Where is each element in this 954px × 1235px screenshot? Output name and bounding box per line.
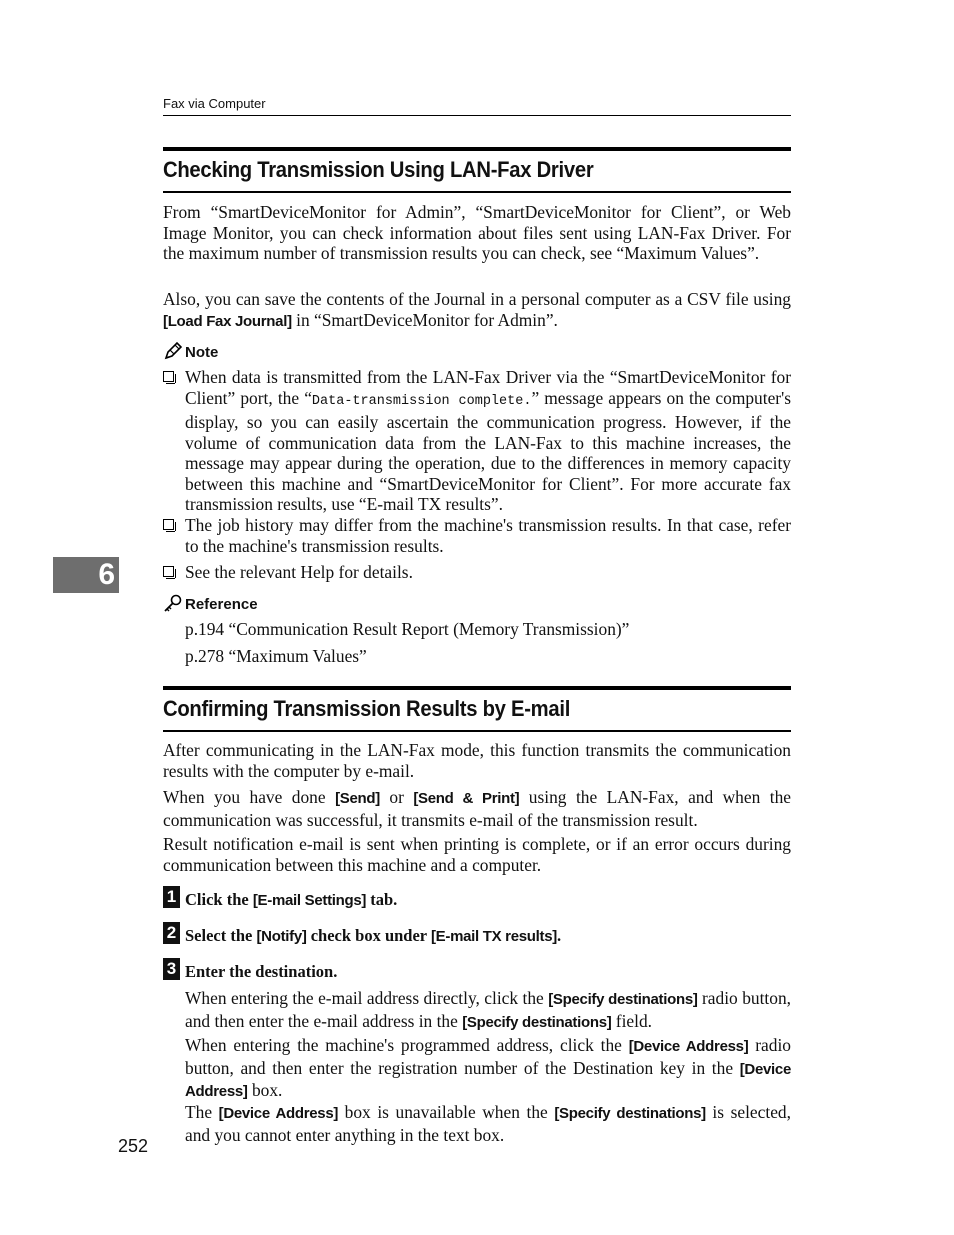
step3-paragraph-2: When entering the machine's programmed address, click the [Device Address] radio button, and then enter the registration number of the Destination key in the [Device Address] box.: [185, 1035, 791, 1100]
reference-title: Reference: [185, 596, 258, 613]
section2-top-rule: [163, 686, 791, 690]
section1-bottom-rule: [163, 191, 791, 193]
page-number: 252: [118, 1136, 149, 1156]
step-2: 2 Select the [Notify] check box under [E-mail TX results].: [163, 926, 791, 946]
running-header: Fax via Computer: [163, 96, 266, 111]
inline-code: Data-transmission complete.: [311, 393, 532, 409]
note-item: When data is transmitted from the LAN-Fax Driver via the “SmartDeviceMonitor for Client” port, the “Data-transmission complete.” message appears on the computer's display, so you can easily ascertain the communication progress. However, if the volume of communication data from the LAN-Fax to this machine increases, the message may appear during the operation, due to the differences in memory capacity between this machine and “SmartDeviceMonitor for Client”. For more accurate fax transmission results, use “E-mail TX results”.: [163, 367, 791, 515]
note-item: See the relevant Help for details.: [163, 562, 791, 583]
send-label: [Send]: [335, 790, 380, 807]
step-number-badge: 3: [163, 958, 180, 980]
checkbox-bullet-icon: [163, 519, 174, 530]
section2-title: Confirming Transmission Results by E-mail: [163, 696, 571, 721]
section1-top-rule: [163, 147, 791, 151]
pencil-note-icon: [163, 341, 183, 361]
section2-bottom-rule: [163, 730, 791, 732]
step3-paragraph-3: The [Device Address] box is unavailable when the [Specify destinations] is selected, and you cannot enter anything in the text box.: [185, 1102, 791, 1145]
section1-paragraph-2: Also, you can save the contents of the Journal in a personal computer as a CSV file using [Load Fax Journal] in “SmartDeviceMonitor for Admin”.: [163, 289, 791, 330]
section1-title: Checking Transmission Using LAN-Fax Driver: [163, 157, 594, 182]
section2-paragraph-3: Result notification e-mail is sent when printing is complete, or if an error occurs during communication between this machine and a computer.: [163, 834, 791, 875]
chapter-tab: 6: [53, 557, 119, 593]
header-rule: [163, 115, 791, 116]
step-number-badge: 1: [163, 886, 180, 908]
load-fax-journal-label: [Load Fax Journal]: [163, 312, 292, 330]
note-title: Note: [185, 344, 219, 361]
step3-paragraph-1: When entering the e-mail address directly, click the [Specify destinations] radio button, and then enter the e-mail address in the [Specify destinations] field.: [185, 988, 791, 1031]
step-3: 3 Enter the destination.: [163, 962, 791, 982]
step-number-badge: 2: [163, 922, 180, 944]
section2-paragraph-1: After communicating in the LAN-Fax mode, this function transmits the communication results with the computer by e-mail.: [163, 740, 791, 781]
email-settings-tab-label: [E-mail Settings]: [252, 892, 367, 909]
section1-paragraph-1: From “SmartDeviceMonitor for Admin”, “SmartDeviceMonitor for Client”, or Web Image Monitor, you can check information about files sent using LAN-Fax Driver. For the maximum number of transmission results you can check, see “Maximum Values”.: [163, 202, 791, 263]
email-tx-results-label: [E-mail TX results]: [430, 928, 557, 945]
key-reference-icon: [163, 593, 183, 613]
section2-paragraph-2: When you have done [Send] or [Send & Print] using the LAN-Fax, and when the communication was successful, it transmits e-mail of the transmission result.: [163, 787, 791, 830]
checkbox-bullet-icon: [163, 566, 174, 577]
note-item: The job history may differ from the machine's transmission results. In that case, refer to the machine's transmission results.: [163, 515, 791, 556]
reference-link[interactable]: p.194 “Communication Result Report (Memory Transmission)”: [185, 619, 630, 639]
checkbox-bullet-icon: [163, 371, 174, 382]
send-print-label: [Send & Print]: [413, 790, 520, 807]
step-1: 1 Click the [E-mail Settings] tab.: [163, 890, 791, 910]
notify-checkbox-label: [Notify]: [256, 928, 307, 945]
reference-link[interactable]: p.278 “Maximum Values”: [185, 646, 367, 666]
